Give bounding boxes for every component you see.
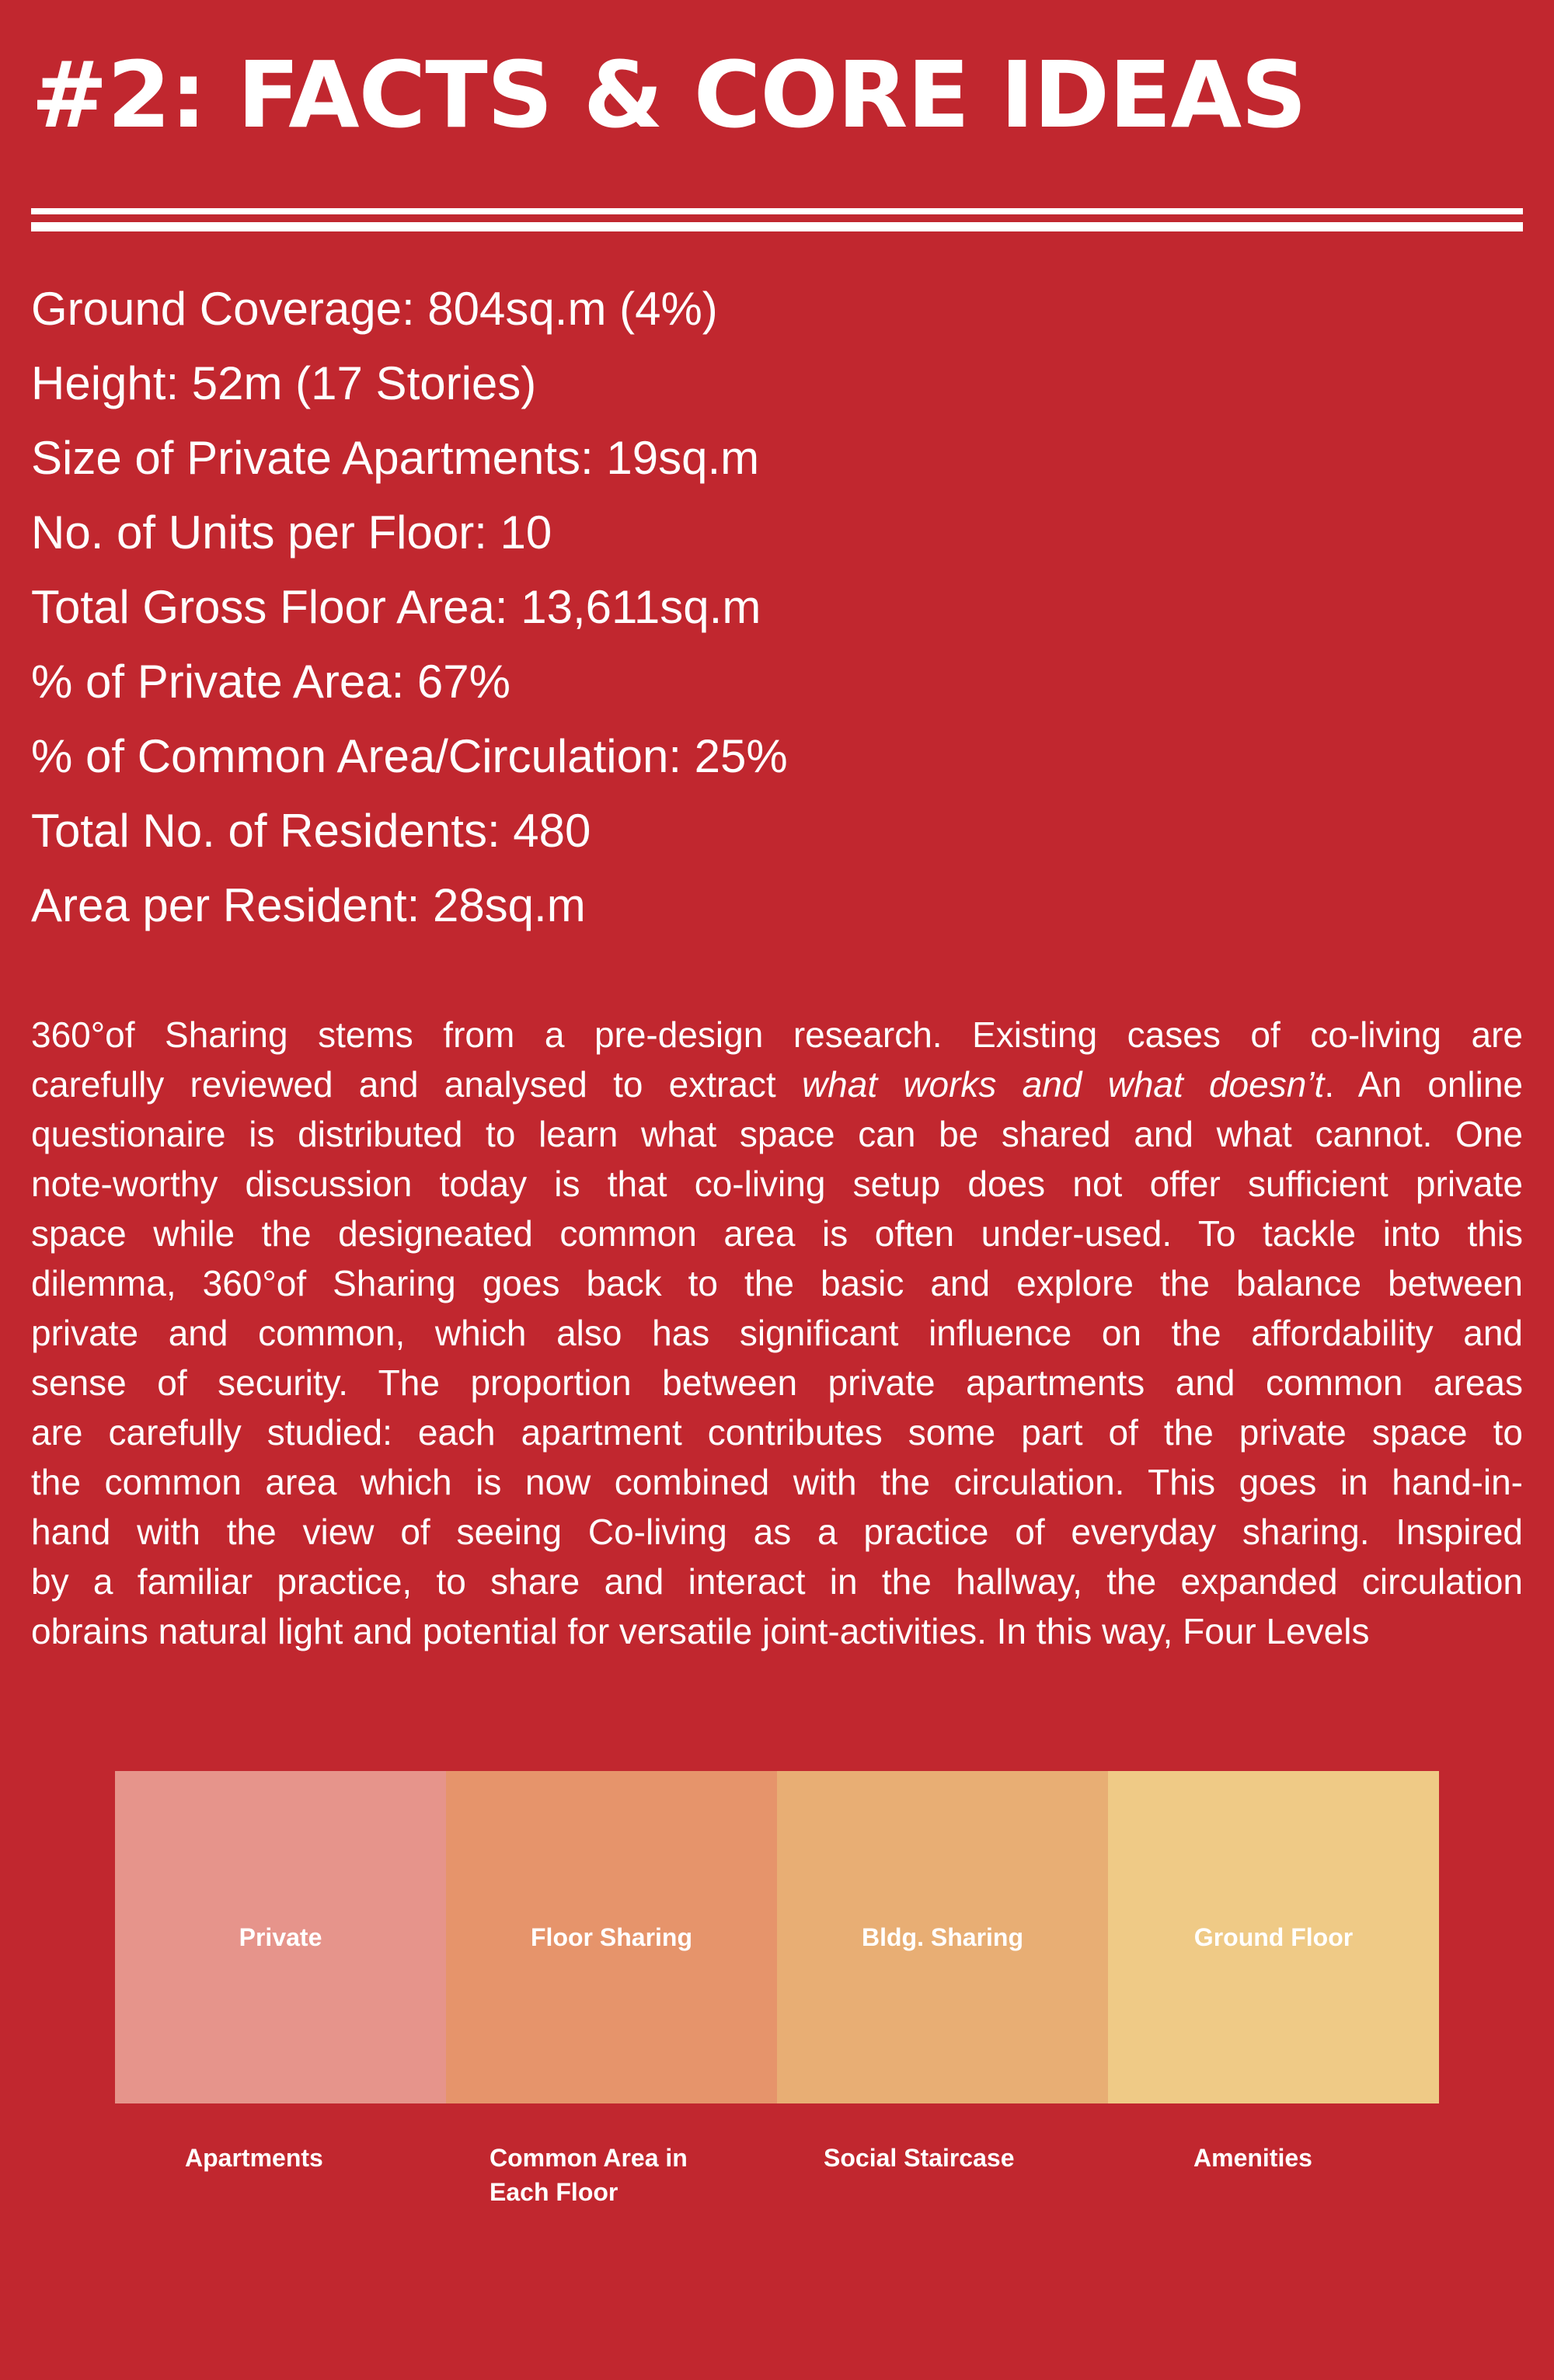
paragraph-line: the common area which is now combined with the circulation. This goes in hand-in- [31,1462,1523,1502]
paragraph-line: sense of security. The proportion between private apartments and common areas [31,1362,1523,1403]
paragraph-line: space while the designeated common area is often under-used. To tackle into this [31,1213,1523,1254]
paragraph-text: carefully reviewed and analysed to extract [31,1064,776,1105]
caption-line: Each Floor [490,2178,618,2206]
sharing-levels-diagram [115,1771,1439,2103]
paragraph-line: are carefully studied: each apartment contributes some part of the private space to [31,1412,1523,1453]
fact-area-per-resident: Area per Resident: 28sq.m [31,879,586,931]
fact-ground-coverage: Ground Coverage: 804sq.m (4%) [31,283,718,335]
paragraph-emphasis: what works and what doesn’t [801,1064,1325,1105]
fact-residents: Total No. of Residents: 480 [31,805,591,857]
paragraph-line: dilemma, 360°of Sharing goes back to the basic and explore the balance between [31,1263,1523,1303]
fact-gross-floor-area: Total Gross Floor Area: 13,611sq.m [31,581,761,633]
title-divider-thick [31,222,1523,231]
level-caption-common-area [490,2141,688,2209]
fact-private-area: % of Private Area: 67% [31,656,510,708]
page-title: #2: FACTS & CORE IDEAS [31,41,1307,148]
paragraph-line: private and common, which also has significant influence on the affordability and [31,1313,1523,1353]
core-ideas-paragraph [31,1010,1523,1656]
level-ground-floor-block [1108,1771,1439,2103]
facts-list [31,272,788,943]
caption-line: Social Staircase [824,2144,1015,2172]
paragraph-text: . An online [1324,1064,1524,1105]
paragraph-line: note-worthy discussion today is that co-living setup does not offer sufficient private [31,1164,1523,1204]
caption-line: Apartments [185,2144,323,2172]
paragraph-line: obrains natural light and potential for versatile joint-activities. In this way, Four Levels [31,1611,1370,1651]
level-private-block [115,1771,446,2103]
level-label: Bldg. Sharing [862,1922,1023,1951]
level-label: Floor Sharing [531,1922,692,1951]
level-caption-apartments [185,2141,323,2175]
paragraph-line [31,1060,1523,1109]
paragraph-line: 360°of Sharing stems from a pre-design research. Existing cases of co-living are [31,1014,1523,1055]
fact-units-per-floor: No. of Units per Floor: 10 [31,506,552,558]
fact-apartment-size: Size of Private Apartments: 19sq.m [31,432,760,484]
fact-common-area: % of Common Area/Circulation: 25% [31,730,788,782]
paragraph-line: by a familiar practice, to share and interact in the hallway, the expanded circulation [31,1561,1523,1602]
level-caption-social-staircase [824,2141,1014,2175]
title-divider-thin [31,208,1523,214]
level-caption-amenities [1193,2141,1312,2175]
fact-height: Height: 52m (17 Stories) [31,357,537,409]
level-floor-sharing-block [446,1771,777,2103]
level-label: Private [239,1922,322,1951]
paragraph-line: questionaire is distributed to learn what space can be shared and what cannot. One [31,1114,1523,1154]
paragraph-line: hand with the view of seeing Co-living as a practice of everyday sharing. Inspired [31,1512,1523,1552]
level-building-sharing-block [777,1771,1108,2103]
level-label: Ground Floor [1193,1922,1354,1951]
caption-line: Amenities [1193,2144,1312,2172]
caption-line: Common Area in [490,2144,688,2172]
